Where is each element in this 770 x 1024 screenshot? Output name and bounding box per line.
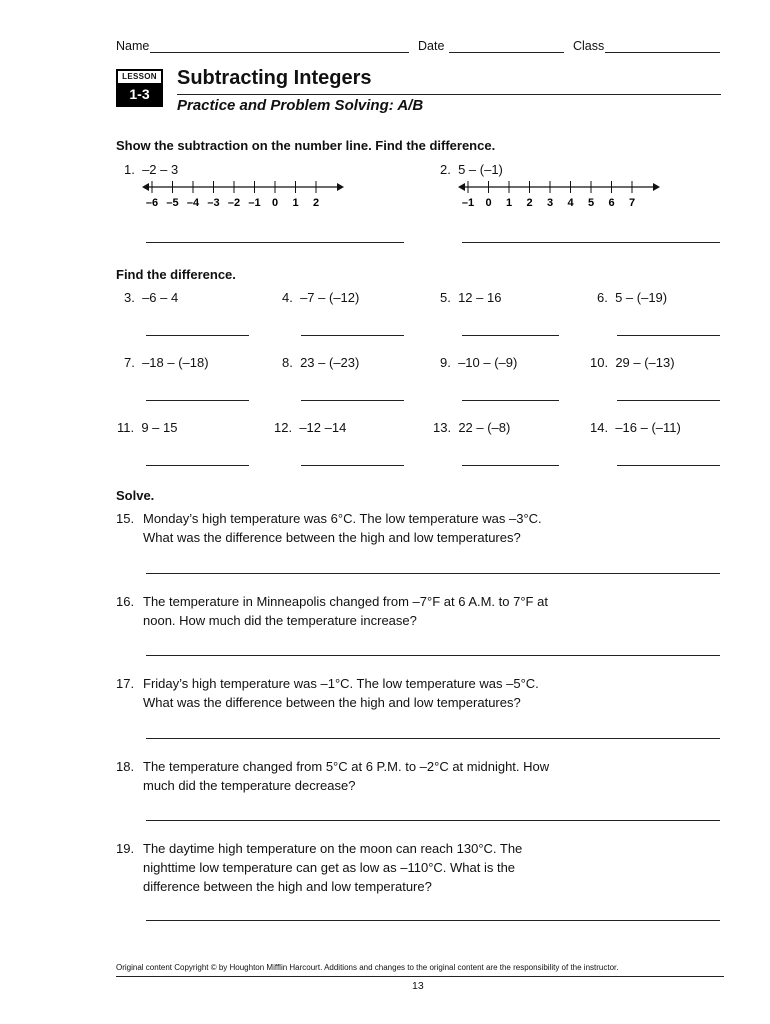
problem-number: 7. — [124, 355, 135, 370]
left-arrow-icon — [142, 183, 149, 191]
section3-instruction: Solve. — [116, 488, 155, 503]
problem-number: 14. — [590, 420, 609, 435]
answer-line-16[interactable] — [146, 655, 720, 656]
tick-label: 3 — [546, 197, 554, 209]
problem-expression: –10 – (–9) — [458, 355, 518, 370]
problem-number: 11. — [117, 420, 135, 435]
problem-number: 8. — [282, 355, 293, 370]
answer-line-5[interactable] — [462, 335, 559, 336]
problem-13 — [433, 420, 510, 435]
problem-number: 9. — [440, 355, 451, 370]
problem-expression: 22 – (–8) — [458, 420, 511, 435]
answer-line-17[interactable] — [146, 738, 720, 739]
problem-text-line: noon. How much did the temperature increase? — [143, 613, 417, 628]
answer-line-11[interactable] — [146, 465, 249, 466]
number-line-2[interactable] — [456, 178, 666, 212]
page-title: Subtracting Integers — [177, 67, 372, 89]
name-label: Name — [116, 39, 150, 53]
problem-text-line: The daytime high temperature on the moon can reach 130°C. The — [143, 841, 523, 856]
answer-line-4[interactable] — [301, 335, 404, 336]
lesson-number: 1-3 — [129, 86, 150, 102]
problem-number: 13. — [433, 420, 452, 435]
tick-label: 1 — [292, 197, 299, 209]
section1-instruction: Show the subtraction on the number line. Find the difference. — [116, 138, 496, 153]
problem-number: 4. — [282, 290, 293, 305]
problem-expression: –12 –14 — [299, 420, 347, 435]
problem-expression: –18 – (–18) — [142, 355, 209, 370]
tick-label: –6 — [145, 197, 159, 209]
tick-label: 1 — [505, 197, 513, 209]
problem-9 — [440, 355, 517, 370]
problem-number: 2. — [440, 162, 451, 177]
problem-expression: –16 – (–11) — [615, 420, 681, 435]
tick-label: –4 — [186, 197, 200, 209]
footer-rule — [116, 976, 724, 977]
answer-line-13[interactable] — [462, 465, 559, 466]
problem-text-line: difference between the high and low temperature? — [143, 879, 432, 894]
tick-label: –3 — [207, 197, 220, 209]
problem-text-line: much did the temperature decrease? — [143, 778, 356, 793]
date-label: Date — [418, 39, 445, 53]
answer-line-12[interactable] — [301, 465, 404, 466]
tick-label: 6 — [608, 197, 615, 209]
answer-line-15[interactable] — [146, 573, 720, 574]
class-label: Class — [573, 39, 605, 53]
tick-label: –1 — [461, 197, 475, 209]
answer-line-2[interactable] — [462, 242, 720, 243]
problem-number: 12. — [274, 420, 293, 435]
problem-number: 3. — [124, 290, 135, 305]
tick-label: 5 — [587, 197, 595, 209]
problem-text-line: nighttime low temperature can get as low as –110°C. What is the — [143, 860, 516, 875]
problem-10 — [590, 355, 675, 370]
tick-label: 4 — [567, 197, 574, 209]
problem-3 — [124, 290, 178, 305]
number-line-1[interactable] — [140, 178, 350, 212]
problem-8 — [282, 355, 359, 370]
right-arrow-icon — [653, 183, 660, 191]
tick-label: 0 — [485, 197, 492, 209]
title-rule — [177, 94, 721, 95]
answer-line-1[interactable] — [146, 242, 404, 243]
name-field[interactable] — [150, 52, 409, 53]
left-arrow-icon — [458, 183, 465, 191]
problem-number: 17. — [116, 676, 135, 691]
problem-expression: 9 – 15 — [141, 420, 178, 435]
problem-number: 16. — [116, 594, 135, 609]
problem-expression: 5 – (–1) — [458, 162, 503, 177]
answer-line-19[interactable] — [146, 920, 720, 921]
problem-expression: –7 – (–12) — [300, 290, 360, 305]
answer-line-9[interactable] — [462, 400, 559, 401]
section2-instruction: Find the difference. — [116, 267, 236, 282]
problem-12 — [274, 420, 346, 435]
date-field[interactable] — [449, 52, 564, 53]
answer-line-10[interactable] — [617, 400, 720, 401]
tick-label: 2 — [526, 197, 533, 209]
problem-text-line: The temperature changed from 5°C at 6 P.M. to –2°C at midnight. How — [143, 759, 550, 774]
problem-7 — [124, 355, 209, 370]
problem-5 — [440, 290, 501, 305]
tick-label: 0 — [271, 197, 279, 209]
problem-11 — [117, 420, 178, 435]
problem-expression: –6 – 4 — [142, 290, 179, 305]
lesson-label: LESSON — [118, 71, 161, 83]
problem-1 — [124, 162, 178, 177]
problem-text-line: What was the difference between the high and low temperatures? — [143, 695, 521, 710]
problem-expression: 5 – (–19) — [615, 290, 668, 305]
tick-label: –1 — [248, 197, 261, 209]
problem-text-line: Monday’s high temperature was 6°C. The low temperature was –3°C. — [143, 511, 542, 526]
problem-text-line: Friday’s high temperature was –1°C. The low temperature was –5°C. — [143, 676, 539, 691]
problem-14 — [590, 420, 681, 435]
copyright-notice: Original content Copyright © by Houghton Mifflin Harcourt. Additions and changes to the original content are the responsibility of the instructor. — [116, 963, 619, 972]
problem-expression: 29 – (–13) — [615, 355, 675, 370]
problem-expression: 12 – 16 — [458, 290, 502, 305]
tick-label: –5 — [166, 197, 179, 209]
problem-expression: –2 – 3 — [142, 162, 179, 177]
problem-number: 19. — [116, 841, 135, 856]
answer-line-18[interactable] — [146, 820, 720, 821]
problem-number: 18. — [116, 759, 135, 774]
problem-text-line: The temperature in Minneapolis changed from –7°F at 6 A.M. to 7°F at — [143, 594, 548, 609]
answer-line-14[interactable] — [617, 465, 720, 466]
problem-4 — [282, 290, 359, 305]
problem-6 — [597, 290, 667, 305]
answer-line-7[interactable] — [146, 400, 249, 401]
answer-line-8[interactable] — [301, 400, 404, 401]
answer-line-6[interactable] — [617, 335, 720, 336]
tick-label: 2 — [312, 197, 320, 209]
tick-label: 7 — [628, 197, 636, 209]
tick-label: –2 — [227, 197, 241, 209]
page-subtitle: Practice and Problem Solving: A/B — [177, 97, 424, 114]
problem-number: 10. — [590, 355, 609, 370]
class-field[interactable] — [605, 52, 720, 53]
problem-expression: 23 – (–23) — [300, 355, 360, 370]
problem-text-line: What was the difference between the high and low temperatures? — [143, 530, 521, 545]
problem-number: 1. — [124, 162, 135, 177]
page-number: 13 — [412, 980, 424, 992]
problem-number: 6. — [597, 290, 608, 305]
problem-number: 5. — [440, 290, 451, 305]
right-arrow-icon — [337, 183, 344, 191]
problem-2 — [440, 162, 503, 177]
answer-line-3[interactable] — [146, 335, 249, 336]
problem-number: 15. — [116, 511, 135, 526]
